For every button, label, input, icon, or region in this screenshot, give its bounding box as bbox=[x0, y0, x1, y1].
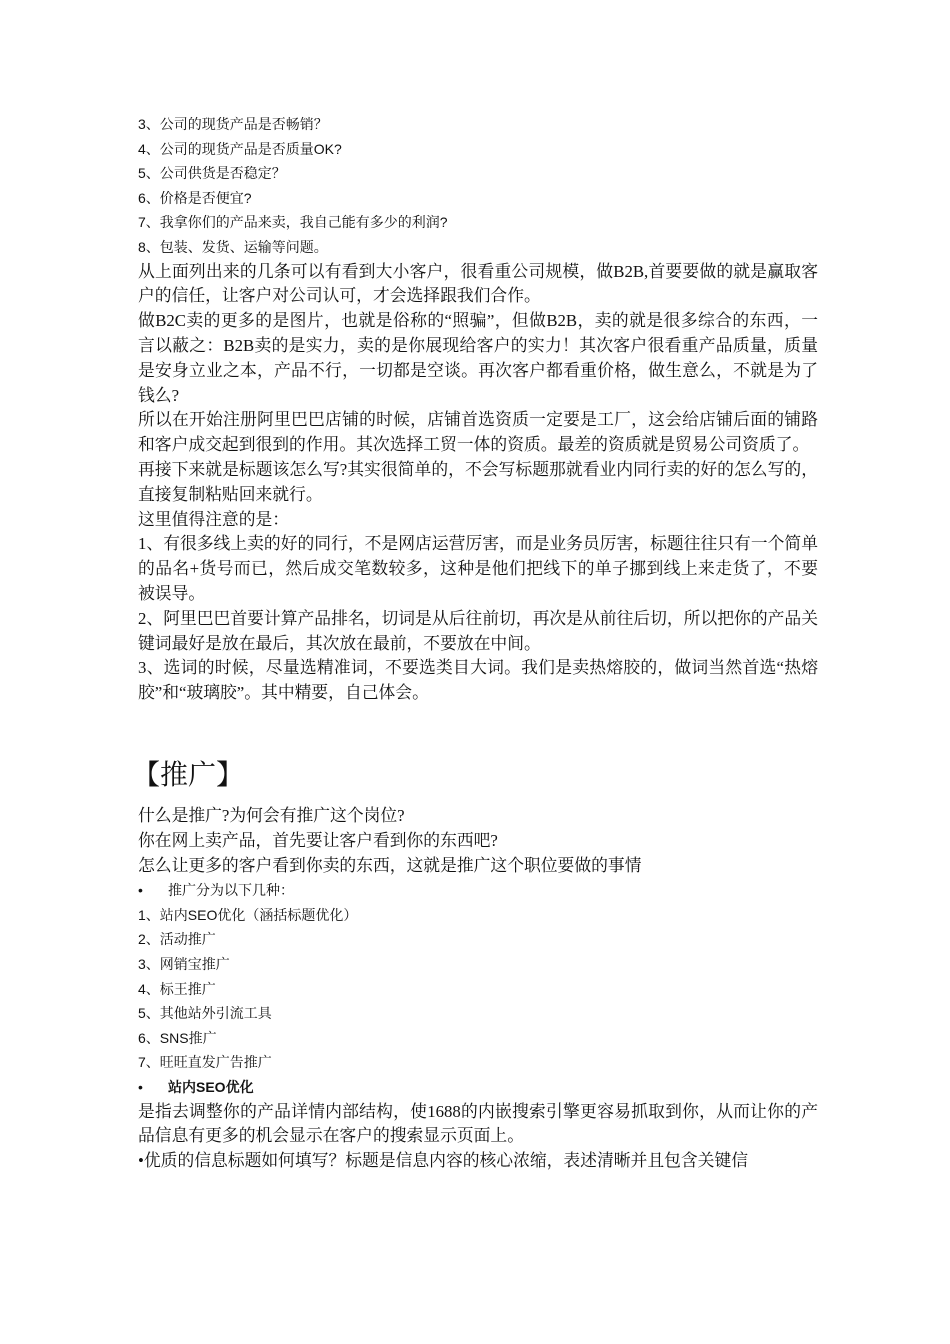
list-item: 6、价格是否便宜? bbox=[138, 189, 252, 206]
promo-list-item: 6、SNS推广 bbox=[138, 1029, 217, 1046]
promo-list-item: 5、其他站外引流工具 bbox=[138, 1005, 272, 1022]
bullet-item bbox=[138, 1075, 818, 1100]
paragraph: 2、阿里巴巴首要计算产品排名，切词是从后往前切，再次是从前往后切，所以把你的产品关键词最好是放在最后，其次放在最前，不要放在中间。 bbox=[138, 608, 818, 653]
intro-line: 怎么让更多的客户看到你卖的东西，这就是推广这个职位要做的事情 bbox=[138, 855, 642, 875]
bullet-item bbox=[138, 878, 818, 903]
paragraph: 从上面列出来的几条可以有看到大小客户，很看重公司规模，做B2B,首要要做的就是赢取客户的信任，让客户对公司认可，才会选择跟我们合作。 bbox=[138, 261, 818, 306]
section-heading: 【推广】 bbox=[132, 759, 245, 791]
bullet-dot-icon: • bbox=[138, 882, 143, 899]
paragraph-cut-off: •优质的信息标题如何填写？标题是信息内容的核心浓缩，表述清晰并且包含关键信 bbox=[138, 1151, 749, 1171]
paragraph: 3、选词的时候，尽量选精准词，不要选类目大词。我们是卖热熔胶的，做词当然首选“热熔胶”和“玻璃胶”。其中精要，自己体会。 bbox=[138, 658, 818, 703]
promo-list-item: 2、活动推广 bbox=[138, 931, 216, 948]
intro-line: 你在网上卖产品，首先要让客户看到你的东西吧? bbox=[138, 830, 498, 850]
list-item: 8、包装、发货、运输等问题。 bbox=[138, 238, 328, 255]
paragraph: 是指去调整你的产品详情内部结构，使1688的内嵌搜索引擎更容易抓取到你，从而让你的产品信息有更多的机会显示在客户的搜索显示页面上。 bbox=[138, 1101, 818, 1146]
promo-list-item: 4、标王推广 bbox=[138, 980, 216, 997]
paragraph: 所以在开始注册阿里巴巴店铺的时候，店铺首选资质一定要是工厂，这会给店铺后面的铺路和客户成交起到很到的作用。其次选择工贸一体的资质。最差的资质就是贸易公司资质了。 bbox=[138, 410, 818, 455]
list-item: 4、公司的现货产品是否质量OK? bbox=[138, 140, 342, 157]
list-item: 3、公司的现货产品是否畅销？ bbox=[138, 116, 328, 132]
paragraph: 1、有很多线上卖的好的同行，不是网店运营厉害，而是业务员厉害，标题往往只有一个简单的品名+货号而已，然后成交笔数较多，这种是他们把线下的单子挪到线上来走货了，不要被误导。 bbox=[138, 534, 818, 603]
promo-list-item: 7、旺旺直发广告推广 bbox=[138, 1054, 272, 1071]
bullet-text: 推广分为以下几种： bbox=[168, 882, 294, 899]
paragraph: 再接下来就是标题该怎么写?其实很简单的，不会写标题那就看业内同行卖的好的怎么写的，直接复制粘贴回来就行。 bbox=[138, 459, 818, 504]
promo-list-item: 3、网销宝推广 bbox=[138, 956, 230, 973]
list-item: 5、公司供货是否稳定？ bbox=[138, 165, 286, 182]
paragraph: 这里值得注意的是： bbox=[138, 509, 290, 529]
bullet-text: 站内SEO优化 bbox=[168, 1079, 254, 1096]
promo-list-item: 1、站内SEO优化（涵括标题优化） bbox=[138, 906, 358, 923]
intro-line: 什么是推广?为何会有推广这个岗位? bbox=[138, 805, 405, 825]
document-page bbox=[132, 112, 818, 1174]
paragraph: 做B2C卖的更多的是图片，也就是俗称的“照骗”，但做B2B，卖的就是很多综合的东西，一言以蔽之：B2B卖的是实力，卖的是你展现给客户的实力！其次客户很看重产品质量，质量是安身立业之本，产品不行，一切都是空谈。再次客户都看重价格，做生意么，不就是为了钱么? bbox=[138, 311, 818, 405]
list-item: 7、我拿你们的产品来卖，我自己能有多少的利润? bbox=[138, 214, 448, 231]
bullet-dot-icon: • bbox=[138, 1079, 143, 1096]
